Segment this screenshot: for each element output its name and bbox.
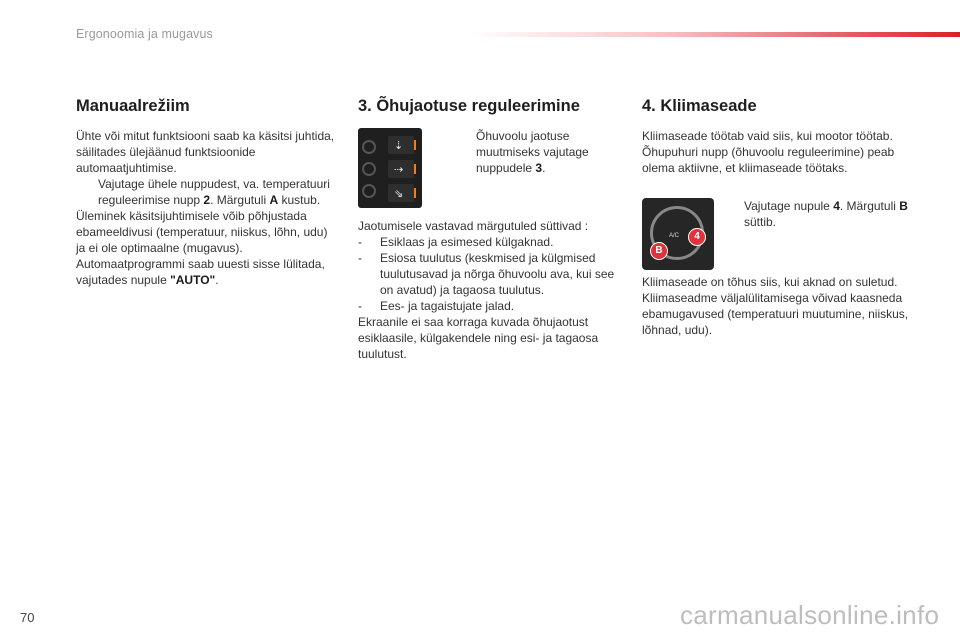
manual-mode-intro: Ühte või mitut funktsiooni saab ka käsitsi juhtida, säilitades ülejäänud funktsioonide automaatjuhtimise.: [76, 129, 335, 175]
manual-mode-para3: Automaatprogrammi saab uuesti sisse lülitada, vajutades nupule "AUTO".: [76, 257, 325, 287]
air-distribution-list-intro: Jaotumisele vastavad märgutuled süttivad :: [358, 219, 589, 233]
air-distribution-list: [358, 234, 626, 314]
air-distribution-section: [358, 96, 626, 362]
section-title: Ergonoomia ja mugavus: [76, 27, 213, 41]
watermark: carmanualsonline.info: [680, 600, 940, 630]
air-distribution-heading: 3. Õhujaotuse reguleerimine: [358, 97, 580, 115]
air-distribution-bullet: Õhuvoolu jaotuse muutmiseks vajutage nuppudele 3.: [454, 128, 626, 208]
list-item: - Esiosa tuulutus (keskmised ja külgmised tuulutusavad ja nõrga õhuvoolu ava, kui see on avatud) ja tagaosa tuulutus.: [358, 251, 615, 297]
ac-button-image: [642, 198, 714, 270]
ac-label: A/C: [669, 233, 680, 239]
square-bullet-icon: [76, 176, 98, 208]
header-accent-bar: [470, 32, 960, 37]
square-bullet-icon: [722, 198, 744, 270]
air-conditioning-section: [642, 96, 912, 338]
air-distribution-closing: Ekraanile ei saa korraga kuvada õhujaotust esiklaasile, külgakendele ning esi- ja tagaosa tuulutust.: [358, 315, 599, 361]
air-distribution-panel-image: [358, 128, 422, 208]
manual-mode-heading: Manuaalrežiim: [76, 97, 190, 115]
manual-mode-section: [76, 96, 338, 288]
air-conditioning-figure-row: [642, 198, 912, 270]
callout-b: B: [650, 242, 668, 260]
airflow-arrow-icon: ⇣: [394, 140, 404, 152]
air-conditioning-heading: 4. Kliimaseade: [642, 97, 757, 115]
air-conditioning-para2: Kliimaseade on tõhus siis, kui aknad on suletud.: [642, 275, 898, 289]
manual-mode-para2: Üleminek käsitsijuhtimisele võib põhjustada ebameeldivusi (temperatuur, niiskus, lõhn, udu) ja ei ole optimaalne (mugavus).: [76, 209, 328, 255]
air-conditioning-bullet: Vajutage nupule 4. Märgutuli B süttib.: [722, 198, 912, 270]
air-conditioning-intro: Kliimaseade töötab vaid siis, kui mootor töötab. Õhupuhuri nupp (õhuvoolu reguleerimine) peab olema aktiivne, et kliimaseade töötaks.: [642, 129, 895, 175]
airflow-arrow-icon: ⇘: [394, 188, 404, 200]
square-bullet-icon: [454, 128, 476, 208]
airflow-arrow-icon: ⇢: [394, 164, 404, 176]
page-number: 70: [20, 610, 35, 625]
manual-mode-bullet: Vajutage ühele nuppudest, va. temperatuuri reguleerimise nupp 2. Märgutuli A kustub.: [76, 176, 338, 208]
list-item: - Ees- ja tagaistujate jalad.: [358, 299, 515, 313]
air-conditioning-para3: Kliimaseadme väljalülitamisega võivad kaasneda ebamugavused (temperatuuri muutumine, niiskus, lõhnad, udu).: [642, 291, 909, 337]
air-distribution-figure-row: [358, 128, 626, 208]
list-item: - Esiklaas ja esimesed külgaknad.: [358, 235, 554, 249]
callout-4: 4: [688, 228, 706, 246]
